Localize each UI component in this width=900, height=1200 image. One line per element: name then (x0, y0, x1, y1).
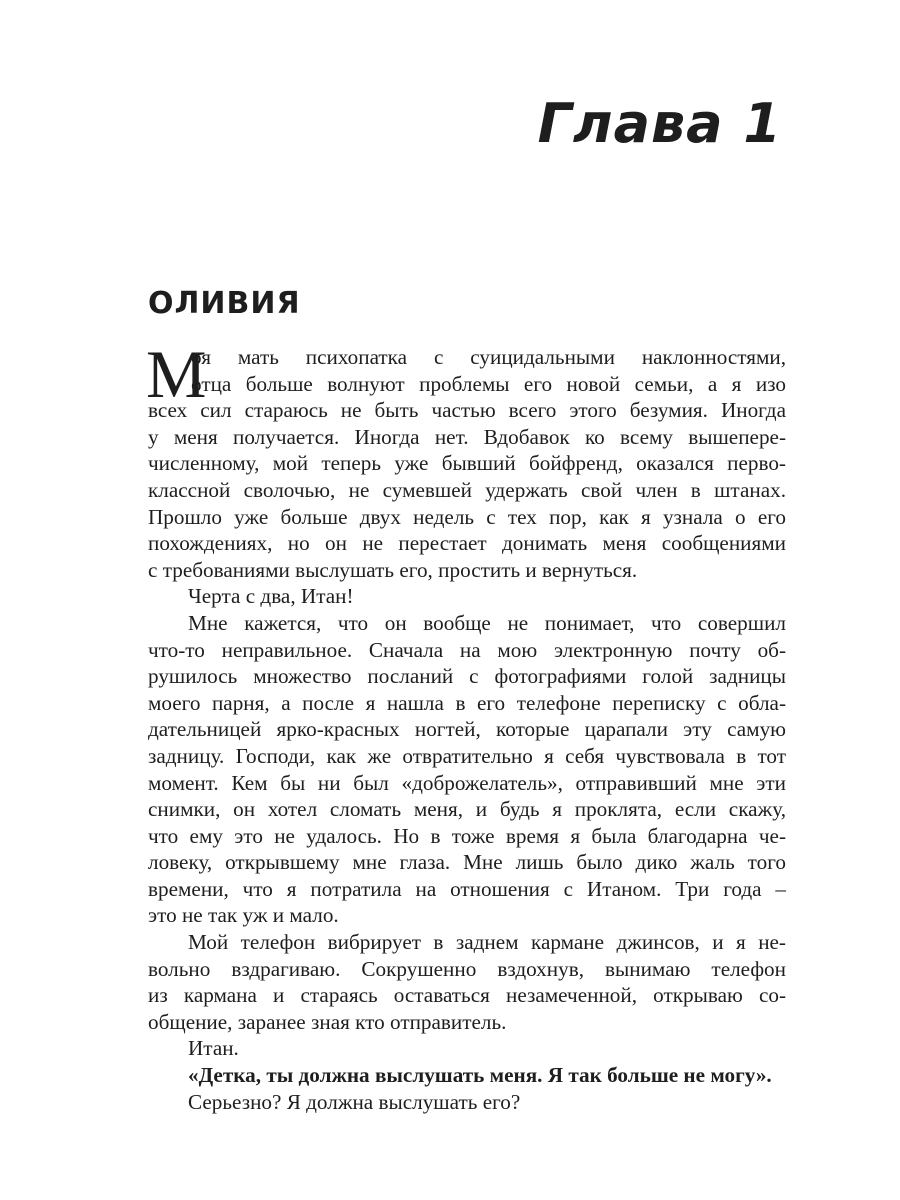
text-line: численному, мой теперь уже бывший бойфренд, оказался перво- (148, 451, 786, 476)
text-line: что ему это не удалось. Но в тоже время я была благодарна че- (148, 823, 786, 848)
paragraph-1 (146, 336, 786, 583)
text-line: с требованиями выслушать его, простить и вернуться. (148, 557, 638, 582)
text-line: общение, заранее зная кто отправитель. (148, 1009, 507, 1034)
paragraph-5: Итан. (188, 1036, 239, 1061)
text-line: похождениях, но он не перестает донимать меня сообщениями (148, 531, 786, 556)
text-line: дательницей ярко-красных ногтей, которые царапали эту самую (148, 717, 786, 742)
drop-cap: М (146, 336, 207, 412)
text-line: задницу. Господи, как же отвратительно я себя чувствовала в тот (148, 743, 786, 768)
text-line: снимки, он хотел сломать меня, и будь я проклята, если скажу, (148, 797, 786, 822)
paragraph-4 (148, 929, 786, 1035)
text-line: вольно вздрагиваю. Сокрушенно вздохнув, вынимаю телефон (148, 956, 786, 981)
paragraph-2: Черта с два, Итан! (188, 584, 354, 609)
text-line: времени, что я потратила на отношения с Итаном. Три года – (148, 876, 786, 901)
text-line: у меня получается. Иногда нет. Вдобавок ко всему вышепере- (148, 424, 786, 449)
text-line: что-то неправильное. Сначала на мою электронную почту об- (148, 637, 786, 662)
pov-heading: ОЛИВИЯ (148, 286, 301, 321)
text-line: Прошло уже больше двух недель с тех пор, как я узнала о его (148, 504, 786, 529)
text-message-quote: «Детка, ты должна выслушать меня. Я так больше не могу». (188, 1063, 772, 1088)
chapter-body (146, 336, 786, 1115)
text-line: классной сволочью, не сумевшей удержать свой член в штанах. (148, 477, 786, 502)
text-line: рушилось множество посланий с фотографиями голой задницы (148, 664, 786, 689)
text-line: Мне кажется, что он вообще не понимает, что совершил (188, 610, 786, 635)
paragraph-3 (148, 610, 786, 929)
text-line: всех сил стараюсь не быть частью всего этого безумия. Иногда (148, 398, 786, 423)
text-line: из кармана и стараясь оставаться незамеченной, открываю со- (148, 983, 786, 1008)
text-line: это не так уж и мало. (148, 903, 339, 928)
chapter-title: Глава 1 (537, 92, 782, 155)
text-line: ловеку, открывшему мне глаза. Мне лишь было дико жаль того (148, 850, 786, 875)
text-line: моего парня, а после я нашла в его телефоне переписку с обла- (148, 690, 786, 715)
text-line: момент. Кем бы ни был «доброжелатель», отправивший мне эти (148, 770, 786, 795)
text-line: оя мать психопатка с суицидальными наклонностями, (191, 345, 786, 369)
text-line: отца больше волнуют проблемы его новой семьи, а я изо (191, 371, 786, 396)
paragraph-7: Серьезно? Я должна выслушать его? (188, 1089, 521, 1114)
text-line: Мой телефон вибрирует в заднем кармане джинсов, и я не- (188, 930, 786, 955)
